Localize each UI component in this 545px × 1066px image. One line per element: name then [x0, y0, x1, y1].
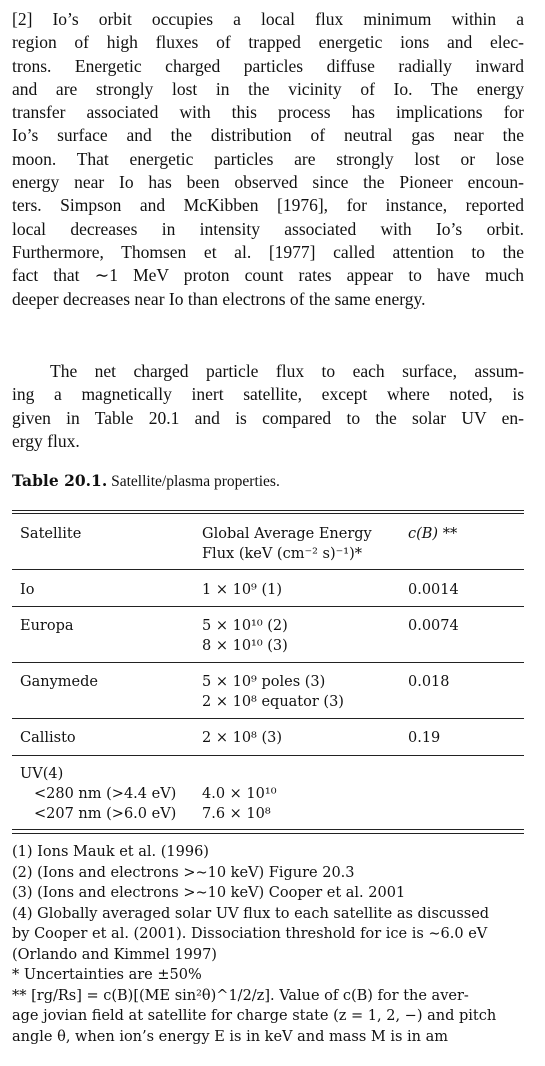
- uv-label: UV(4): [20, 766, 64, 782]
- text-line: The net charged particle flux to each surface, assum-: [50, 361, 524, 381]
- footnote: by Cooper et al. (2001). Dissociation threshold for ice is ∼6.0 eV: [12, 926, 488, 942]
- table-top-rule: [12, 513, 524, 514]
- uv-range-1: <280 nm (>4.4 eV): [34, 786, 177, 802]
- row-callisto-cb: 0.19: [408, 730, 441, 746]
- paragraph-io-orbit: [12, 8, 524, 311]
- header-cb: c(B) **: [408, 526, 458, 542]
- footnote: ** [rg/Rs] = c(B)[(ME sin²θ)^1/2/z]. Value of c(B) for the aver-: [12, 987, 469, 1004]
- text-line: [2] Io’s orbit occupies a local flux minimum within a: [12, 9, 524, 29]
- header-flux-line1: Global Average Energy: [202, 526, 372, 542]
- text-line: energy near Io has been observed since the Pioneer encoun-: [12, 172, 524, 193]
- table-row-rule: [12, 755, 524, 756]
- text-line: local decreases in intensity associated with Io’s orbit.: [12, 218, 524, 239]
- table-row-rule: [12, 662, 524, 663]
- text-line: ing a magnetically inert satellite, except where noted, is: [12, 384, 524, 405]
- text-line: ters. Simpson and McKibben [1976], for instance, reported: [12, 195, 524, 216]
- header-flux-line2: Flux (keV (cm⁻² s)⁻¹)*: [202, 546, 363, 562]
- table-header-rule: [12, 569, 524, 570]
- text-line: Io’s surface and the distribution of neutral gas near the: [12, 125, 524, 146]
- table-caption: [12, 471, 280, 491]
- footnote: (Orlando and Kimmel 1997): [12, 946, 217, 963]
- footnote: age jovian field at satellite for charge state (z = 1, 2, −) and pitch: [12, 1008, 497, 1024]
- table-footnotes: [12, 842, 524, 1047]
- text-line: trons. Energetic charged particles diffuse radially inward: [12, 55, 524, 76]
- table-bottom-rule: [12, 829, 524, 830]
- uv-range-2: <207 nm (>6.0 eV): [34, 806, 177, 822]
- row-europa-flux-1: 5 × 10¹⁰ (2): [202, 618, 288, 634]
- row-europa-satellite: Europa: [20, 618, 74, 634]
- footnote: (3) (Ions and electrons >∼10 keV) Cooper et al. 2001: [12, 885, 406, 901]
- row-io-flux: 1 × 10⁹ (1): [202, 582, 283, 598]
- text-line: ergy flux.: [12, 430, 80, 451]
- footnote: angle θ, when ion’s energy E is in keV and mass M is in am: [12, 1028, 448, 1045]
- row-ganymede-flux-1: 5 × 10⁹ poles (3): [202, 674, 326, 690]
- footnote: * Uncertainties are ±50%: [12, 967, 202, 983]
- table-caption-label: Table 20.1.: [12, 471, 108, 490]
- table-row-rule: [12, 606, 524, 607]
- text-line: fact that ∼1 MeV proton count rates appear to have much: [12, 265, 524, 286]
- text-line: transfer associated with this process has implications for: [12, 102, 524, 123]
- header-satellite: Satellite: [20, 526, 82, 542]
- text-line: moon. That energetic particles are strongly lost or lose: [12, 148, 524, 169]
- text-line: region of high fluxes of trapped energetic ions and elec-: [12, 32, 524, 53]
- row-callisto-satellite: Callisto: [20, 730, 76, 746]
- row-europa-flux-2: 8 × 10¹⁰ (3): [202, 638, 288, 654]
- text-line: deeper decreases near Io than electrons of the same energy.: [12, 288, 426, 309]
- row-europa-cb: 0.0074: [408, 618, 459, 634]
- table-caption-text: Satellite/plasma properties.: [111, 473, 280, 490]
- table-row-rule: [12, 718, 524, 719]
- footnote: (4) Globally averaged solar UV flux to each satellite as discussed: [12, 905, 490, 922]
- footnote: (2) (Ions and electrons >∼10 keV) Figure 20.3: [12, 864, 355, 881]
- text-line: Furthermore, Thomsen et al. [1977] called attention to the: [12, 241, 524, 262]
- text-line: given in Table 20.1 and is compared to the solar UV en-: [12, 407, 524, 428]
- row-ganymede-satellite: Ganymede: [20, 674, 98, 690]
- row-callisto-flux: 2 × 10⁸ (3): [202, 730, 283, 746]
- uv-value-1: 4.0 × 10¹⁰: [202, 786, 277, 802]
- table-top-rule: [12, 510, 524, 511]
- text-line: and are strongly lost in the vicinity of Io. The energy: [12, 78, 524, 99]
- row-ganymede-cb: 0.018: [408, 674, 450, 690]
- row-io-cb: 0.0014: [408, 582, 459, 598]
- uv-value-2: 7.6 × 10⁸: [202, 806, 271, 822]
- row-ganymede-flux-2: 2 × 10⁸ equator (3): [202, 694, 344, 710]
- row-io-satellite: Io: [20, 582, 35, 598]
- table-bottom-rule: [12, 833, 524, 834]
- paragraph-net-flux: [12, 360, 524, 453]
- footnote: (1) Ions Mauk et al. (1996): [12, 844, 209, 860]
